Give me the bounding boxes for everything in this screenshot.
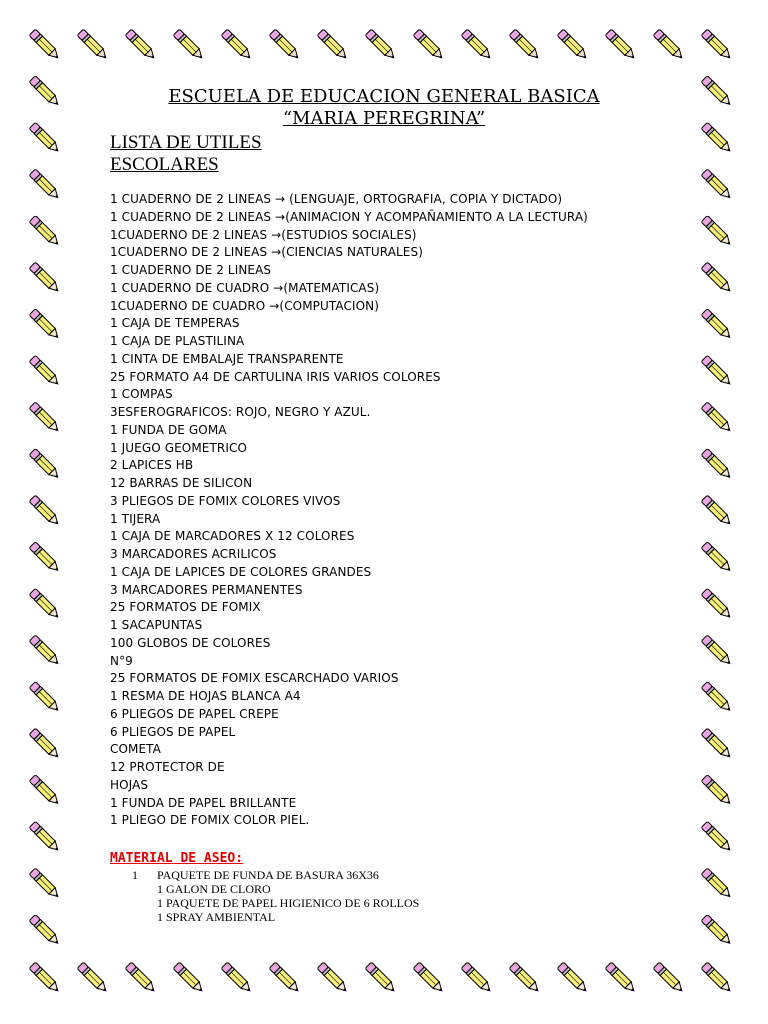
item-note: (COMPUTACION)	[279, 298, 380, 313]
item-text: 1 FUNDA DE GOMA	[110, 422, 227, 437]
arrow-right-icon: →	[271, 245, 282, 260]
item-text: 1 CAJA DE LAPICES DE COLORES GRANDES	[110, 564, 372, 579]
list-item	[110, 299, 379, 313]
school-title: ESCUELA DE EDUCACION GENERAL BASICA	[168, 86, 600, 107]
item-text: 1 TIJERA	[110, 511, 161, 526]
item-note: (MATEMATICAS)	[283, 280, 380, 295]
list-item	[110, 423, 227, 437]
list-item	[110, 636, 270, 650]
item-text: 6 PLIEGOS DE PAPEL	[110, 724, 236, 739]
list-item	[110, 565, 371, 579]
list-item	[110, 192, 562, 206]
item-text: 1 CUADERNO DE CUADRO	[110, 280, 274, 295]
arrow-right-icon: →	[273, 280, 284, 295]
aseo-item: 1 GALON DE CLORO	[157, 882, 271, 896]
item-text: 12 PROTECTOR DE	[110, 760, 225, 774]
list-item	[110, 334, 244, 348]
item-text: 3ESFEROGRAFICOS: ROJO, NEGRO Y AZUL.	[110, 405, 371, 419]
list-item	[110, 494, 340, 508]
list-item	[110, 512, 160, 526]
item-text: 25 FORMATOS DE FOMIX ESCARCHADO VARIOS	[110, 671, 399, 686]
list-item	[110, 547, 277, 561]
list-item	[110, 600, 261, 614]
list-item	[110, 725, 235, 739]
list-item	[110, 689, 301, 703]
aseo-item: PAQUETE DE FUNDA DE BASURA 36X36	[157, 868, 379, 882]
arrow-right-icon: →	[275, 209, 286, 224]
item-text: 1CUADERNO DE 2 LINEAS	[110, 245, 272, 260]
list-item	[110, 210, 588, 224]
item-text: 1 CUADERNO DE 2 LINEAS	[110, 209, 276, 224]
list-item	[110, 654, 133, 668]
list-item	[110, 316, 240, 330]
item-note: (ANIMACION Y ACOMPAÑAMIENTO A LA LECTURA)	[285, 209, 588, 224]
list-item	[110, 813, 309, 827]
list-item	[110, 281, 379, 295]
list-item	[110, 458, 193, 472]
aseo-heading: MATERIAL DE ASEO:	[110, 851, 244, 866]
arrow-right-icon: →	[275, 192, 286, 206]
item-text: HOJAS	[110, 777, 149, 792]
aseo-item: 1 PAQUETE DE PAPEL HIGIENICO DE 6 ROLLOS	[157, 896, 420, 910]
item-text: 3 MARCADORES ACRILICOS	[110, 547, 277, 561]
list-item	[110, 742, 161, 756]
list-item	[110, 245, 423, 259]
item-text: 6 PLIEGOS DE PAPEL CREPE	[110, 706, 279, 721]
list-item	[110, 529, 354, 543]
item-text: 1 SACAPUNTAS	[110, 618, 203, 632]
list-item	[110, 387, 173, 401]
list-item	[110, 671, 399, 685]
item-text: 3 PLIEGOS DE FOMIX COLORES VIVOS	[110, 493, 341, 508]
item-text: COMETA	[110, 742, 161, 757]
item-text: 100 GLOBOS DE COLORES	[110, 635, 271, 650]
list-item	[110, 228, 417, 242]
list-item	[110, 583, 303, 597]
item-text: 3 MARCADORES PERMANENTES	[110, 582, 303, 597]
item-text: 1CUADERNO DE 2 LINEAS	[110, 227, 272, 242]
aseo-item: 1 SPRAY AMBIENTAL	[157, 910, 276, 924]
item-text: 1 CAJA DE PLASTILINA	[110, 334, 245, 348]
school-name: “MARIA PEREGRINA”	[282, 108, 486, 129]
list-item	[110, 405, 371, 419]
item-text: 1 RESMA DE HOJAS BLANCA A4	[110, 689, 301, 703]
list-item	[110, 707, 279, 721]
list-item	[110, 618, 202, 632]
item-text: 1 CAJA DE TEMPERAS	[110, 316, 240, 331]
list-item	[110, 760, 225, 774]
list-title: LISTA DE UTILES	[110, 132, 262, 153]
arrow-right-icon: →	[271, 227, 282, 242]
arrow-right-icon: →	[269, 298, 280, 313]
item-text: 1 COMPAS	[110, 387, 173, 402]
item-note: (LENGUAJE, ORTOGRAFIA, COPIA Y DICTADO)	[285, 192, 563, 206]
item-text: 1 CINTA DE EMBALAJE TRANSPARENTE	[110, 351, 344, 366]
list-item	[110, 370, 441, 384]
item-text: 1 CAJA DE MARCADORES X 12 COLORES	[110, 529, 355, 544]
item-text: 1 JUEGO GEOMETRICO	[110, 440, 248, 455]
aseo-number: 1	[132, 868, 138, 882]
item-text: 25 FORMATOS DE FOMIX	[110, 600, 261, 615]
item-text: 1 CUADERNO DE 2 LINEAS	[110, 192, 276, 206]
item-note: (ESTUDIOS SOCIALES)	[281, 227, 417, 242]
item-note: (CIENCIAS NATURALES)	[281, 245, 423, 260]
list-item	[110, 263, 271, 277]
item-text: 2 LAPICES HB	[110, 458, 194, 473]
item-text: N°9	[110, 653, 133, 668]
item-text: 1 PLIEGO DE FOMIX COLOR PIEL.	[110, 813, 310, 828]
item-text: 1CUADERNO DE CUADRO	[110, 298, 270, 313]
list-item	[110, 778, 148, 792]
list-item	[110, 441, 247, 455]
item-text: 12 BARRAS DE SILICON	[110, 476, 253, 490]
item-text: 25 FORMATO A4 DE CARTULINA IRIS VARIOS COLORES	[110, 369, 441, 384]
list-item	[110, 796, 296, 810]
item-text: 1 FUNDA DE PAPEL BRILLANTE	[110, 795, 297, 810]
list-item	[110, 476, 252, 490]
item-text: 1 CUADERNO DE 2 LINEAS	[110, 263, 272, 277]
list-item	[110, 352, 344, 366]
list-subtitle: ESCOLARES	[110, 154, 219, 175]
